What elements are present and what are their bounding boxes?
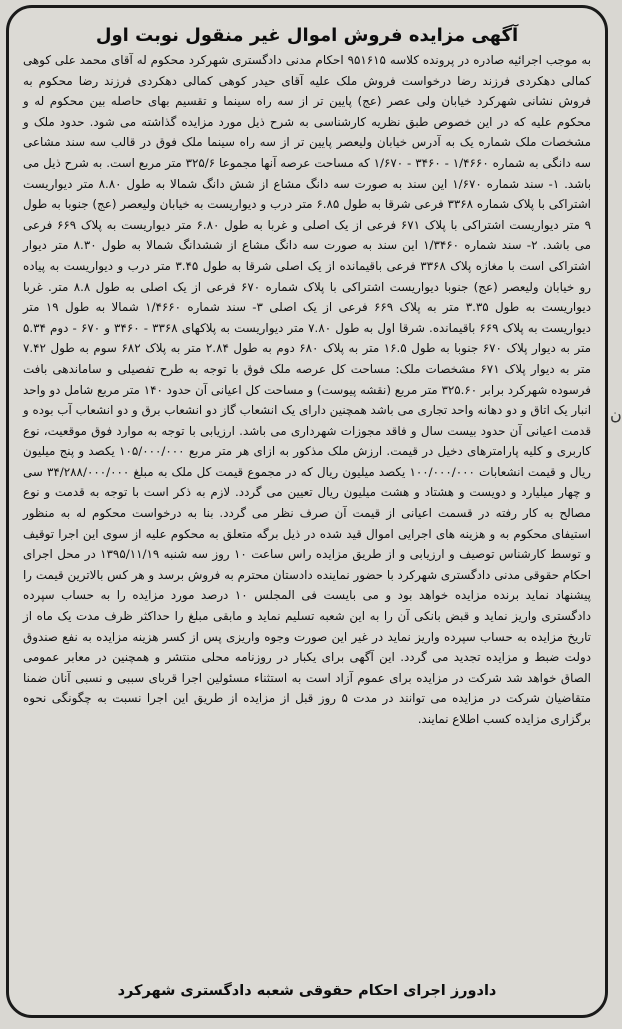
- notice-title: آگهی مزایده فروش اموال غیر منقول نوبت اول: [95, 25, 519, 46]
- notice-body: به موجب اجرائیه صادره در پرونده کلاسه ۹۵۱۶۱۵ احکام مدنی دادگستری شهرکرد محکوم له آقای محمد علی کوهی کمالی دهکردی فرزند رضا درخواست فروش ملک علیه آقای حیدر کوهی کمالی دهکردی فرزند رضا محکوم به فروش نشانی شهرکرد خیابان ولی عصر (عج) پایین تر از سه راه سینما و تقسیم بهای حاصله بین محکوم له و محکوم علیه که در این خصوص طبق نظریه کارشناسی به شرح ذیل مورد مزایده گذاشته می شود. حدود ملک و مشخصات ملک شماره یک به آدرس خیابان ولیعصر پایین تر از سه راه سینما ملک فوق در قالب سه سند مشاعی سه دانگی به شماره ۱/۴۶۶۰ - ۳۴۶۰ - ۱/۶۷۰ که مساحت عرصه آنها مجموعا ۳۲۵/۶ متر مربع است. به شرح ذیل می باشد. ۱- سند شماره ۱/۶۷۰ این سند به صورت سه دانگ مشاع از شش دانگ شمالا به طول ۸.۸۰ متر دیواریست اشتراکی با پلاک شماره ۳۳۶۸ فرعی شرقا به طول ۶.۸۵ متر درب و دیواریست به خیابان ولیعصر (عج) جنوبا به طول ۹ متر دیواریست اشتراکی با پلاک ۶۷۱ فرعی از یک اصلی و غربا به طول ۶.۸۰ متر دیواریست به پلاک ۶۶۹ فرعی می باشد. ۲- سند شماره ۱/۳۴۶۰ این سند به صورت سه دانگ مشاع از ششدانگ شمالا به طول ۸.۳۰ متر دیوار اشتراکی است با مغازه پلاک ۳۳۶۸ فرعی باقیمانده از یک اصلی شرقا به طول ۳.۴۵ متر درب و دیواریست به پیاده رو خیابان ولیعصر (عج) جنوبا دیواریست اشتراکی با پلاک شماره ۶۷۰ فرعی از یک اصلی به طول ۸.۸ متر. غربا دیواریست به طول ۳.۳۵ متر به پلاک ۶۶۹ فرعی از یک اصلی ۳- سند شماره ۱/۴۶۶۰ شمالا به طول ۱۹ متر دیواریست به پلاک ۶۶۹ باقیمانده. شرقا اول به طول ۷.۸۰ متر دیواریست به پلاکهای ۳۳۶۸ - ۳۴۶۰ و ۶۷۰ - دوم ۵.۳۴ متر به دیوار پلاک ۶۷۰ جنوبا به طول ۱۶.۵ متر به پلاک ۶۸۰ دوم به طول ۲.۸۴ متر به پلاک ۶۸۲ سوم به طول ۷.۴۲ متر به دیوار پلاک ۶۷۱ مشخصات ملک: مساحت کل عرصه ملک فوق با توجه به طرح تفصیلی و ساماندهی بافت فرسوده شهرکرد برابر ۳۲۵.۶۰ متر مربع (نقشه پیوست) و مساحت کل اعیانی آن حدود ۱۴۰ متر مربع شامل دو واحد انبار یک اتاق و دو دهانه واحد تجاری می باشد همچنین دارای یک انشعاب گاز دو انشعاب برق و دو انشعاب آب بوده و قدمت اعیانی آن حدود بیست سال و فاقد مجوزات شهرداری می باشد. ارزیابی با توجه به موارد فوق موقعیت، نوع کاربری و کلیه پارامترهای دخیل در قیمت. ارزش ملک مذکور به ازای هر متر مربع ۱۰۵/۰۰۰/۰۰۰ یکصد و پنج میلیون ریال و قیمت انشعابات ۱۰۰/۰۰۰/۰۰۰ یکصد میلیون ریال که در مجموع قیمت کل ملک به مبلغ ۳۴/۲۸۸/۰۰۰/۰۰۰ سی و چهار میلیارد و دویست و هشتاد و هشت میلیون ریال تعیین می گردد. لازم به ذکر است با توجه به قدمت و نوع مصالح به کار رفته در قسمت اعیانی از قیمت آن صرف نظر می گردد. بنا به درخواست محکوم له به منظور استیفای محکوم به و هزینه های اجرایی اموال قید شده در ذیل برگه متعلق به محکوم علیه از سوی این اجرا توقیف و توسط کارشناس توصیف و ارزیابی و از طریق مزایده راس ساعت ۱۰ روز سه شنبه ۱۳۹۵/۱۱/۱۹ در محل اجرای احکام حقوقی مدنی دادگستری شهرکرد با حضور نماینده دادستان محترم به فروش برسد و هر کس بالاترین قیمت را پیشنهاد نماید برنده مزایده خواهد بود و می بایست فی المجلس ۱۰ درصد مورد مزایده را به حساب سپرده دادگستری واریز نماید و قبض بانکی آن را به این شعبه تسلیم نماید و مابقی مبلغ را حداکثر ظرف مدت یک ماه از تاریخ مزایده به حساب سپرده واریز نماید در غیر این صورت وجوه واریزی پس از کسر هزینه مزایده به نفع صندوق دولت ضبط و مزایده تجدید می گردد. این آگهی برای یکبار در روزنامه محلی منتشر و همچنین در معابر عمومی الصاق خواهد شد شرکت در مزایده برای عموم آزاد است به استثناء مسئولین اجرا قربای سببی و نسبی آنان ضمنا متقاضیان شرکت در مزایده می توانند در مدت ۵ روز قبل از مزایده از طریق این اجرا نسبت به چگونگی نحوه برگزاری مزایده کسب اطلاع نمایند.: [23, 53, 592, 726]
- notice-signature: دادورز اجرای احکام حقوقی شعبه دادگستری شهرکرد: [117, 983, 497, 999]
- notice-frame: [6, 5, 608, 1018]
- margin-mark: ن: [610, 405, 622, 424]
